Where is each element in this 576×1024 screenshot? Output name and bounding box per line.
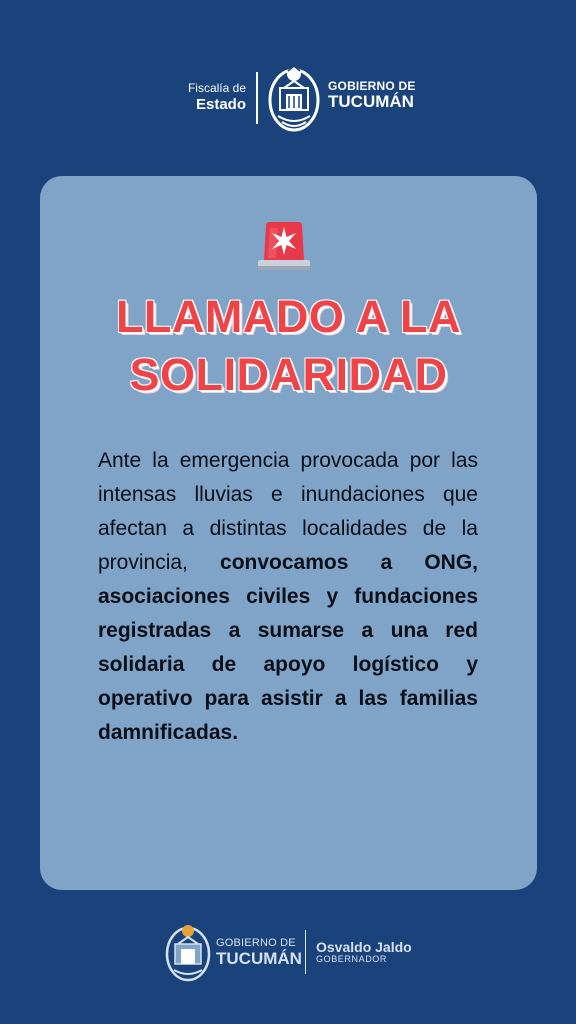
footer-divider bbox=[305, 930, 306, 974]
body-plain: Ante la emergencia provocada por las intensas lluvias e inundaciones que afectan a distintas localidades de la provincia, bbox=[98, 449, 478, 574]
footer-gobierno-text bbox=[216, 938, 302, 967]
footer-gobierno-line2: TUCUMÁN bbox=[216, 948, 302, 968]
header-logos bbox=[0, 62, 576, 134]
announcement-card bbox=[40, 176, 537, 890]
fiscalia-line1: Fiscalía de bbox=[187, 81, 246, 95]
announcement-title bbox=[40, 288, 537, 404]
title-line1: LLAMADO A LA bbox=[115, 291, 462, 342]
logo-divider bbox=[256, 72, 258, 124]
footer-gobierno-line1: GOBIERNO DE bbox=[216, 937, 296, 949]
footer-logos bbox=[0, 922, 576, 986]
governor-signature bbox=[316, 940, 412, 965]
body-bold: convocamos a ONG, asociaciones civiles y fundaciones registradas a sumarse a una red solidaria de apoyo logístico y operativo para asistir a las familias damnificadas. bbox=[98, 551, 478, 744]
coat-of-arms-icon bbox=[164, 922, 212, 984]
gobierno-logo-text bbox=[328, 80, 416, 110]
governor-name: Osvaldo Jaldo bbox=[316, 939, 412, 955]
gobierno-line1: GOBIERNO DE bbox=[328, 79, 416, 93]
announcement-body bbox=[98, 444, 478, 750]
coat-of-arms-icon bbox=[266, 64, 322, 134]
fiscalia-logo-text bbox=[176, 82, 246, 113]
title-line2: SOLIDARIDAD bbox=[129, 349, 448, 400]
governor-role: GOBERNADOR bbox=[316, 954, 388, 965]
fiscalia-line2: Estado bbox=[195, 95, 246, 113]
gobierno-line2: TUCUMÁN bbox=[328, 91, 414, 111]
emergency-siren-icon bbox=[256, 220, 312, 276]
